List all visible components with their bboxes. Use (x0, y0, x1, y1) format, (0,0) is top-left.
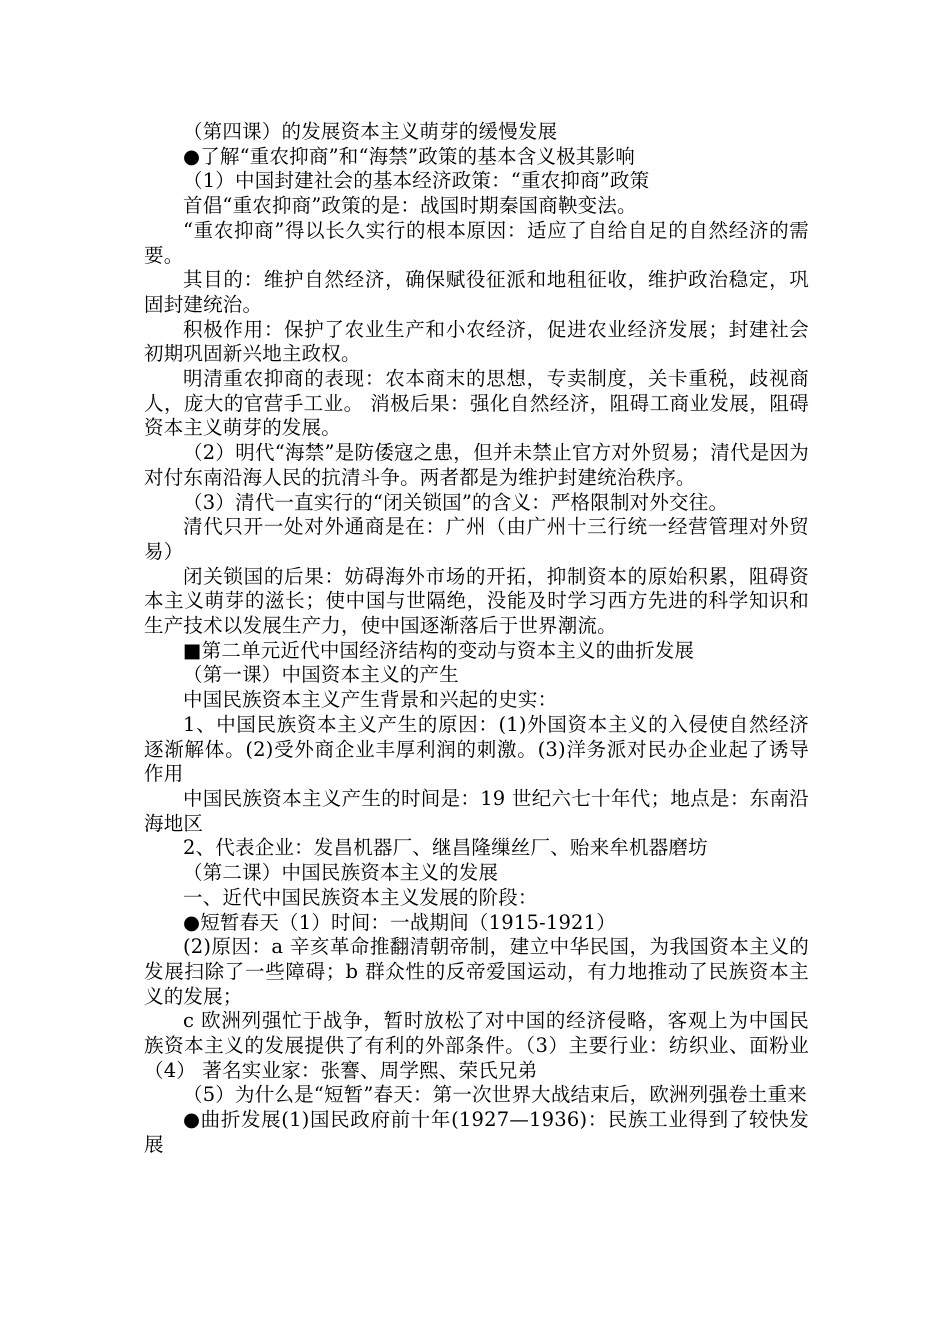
lesson1-heading: （第一课）中国资本主义的产生 (183, 663, 459, 687)
paragraph: （3）清代一直实行的“闭关锁国”的含义：严格限制对外交往。 (183, 490, 729, 514)
paragraph: 首倡“重农抑商”政策的是：战国时期秦国商鞅变法。 (183, 194, 637, 218)
paragraph: 其目的：维护自然经济，确保赋役征派和地租征收，维护政治稳定，巩固封建统治。 (144, 268, 809, 316)
paragraph: ●短暂春天（1）时间：一战期间（1915-1921） (183, 910, 616, 934)
paragraph: 一、近代中国民族资本主义发展的阶段： (183, 885, 538, 909)
paragraph: 2、代表企业：发昌机器厂、继昌隆缫丝厂、贻来牟机器磨坊 (183, 836, 708, 860)
paragraph: 清代只开一处对外通商是在：广州（由广州十三行统一经营管理对外贸易） (144, 515, 809, 563)
paragraph: 1、中国民族资本主义产生的原因：(1)外国资本主义的入侵使自然经济逐渐解体。(2)受外商企业丰厚利润的刺激。(3)洋务派对民办企业起了诱导作用 (144, 712, 809, 786)
unit2-heading: ■第二单元近代中国经济结构的变动与资本主义的曲折发展 (183, 638, 695, 662)
lesson4-heading: （第四课）的发展资本主义萌芽的缓慢发展 (183, 120, 558, 143)
paragraph: “重农抑商”得以长久实行的根本原因：适应了自给自足的自然经济的需要。 (144, 218, 809, 267)
paragraph: 中国民族资本主义产生的时间是：19 世纪六七十年代；地点是：东南沿海地区 (144, 786, 809, 835)
paragraph: 闭关锁国的后果：妨碍海外市场的开拓，抑制资本的原始积累，阻碍资本主义萌芽的滋长；使中国与世隔绝，没能及时学习西方先进的科学知识和生产技术以发展生产力，使中国逐渐落后于世界潮流。 (144, 564, 809, 638)
document-body (144, 120, 809, 1158)
paragraph: 明清重农抑商的表现：农本商末的思想，专卖制度，关卡重税，歧视商人，庞大的官营手工业。 消极后果：强化自然经济，阻碍工商业发展，阻碍资本主义萌芽的发展。 (144, 367, 809, 440)
lesson2-heading: （第二课）中国民族资本主义的发展 (183, 861, 499, 885)
paragraph: c 欧洲列强忙于战争，暂时放松了对中国的经济侵略，客观上为中国民族资本主义的发展提供了有利的外部条件。（3）主要行业：纺织业、面粉业（4） 著名实业家：张謇、周学熙、荣氏兄弟 (144, 1009, 809, 1082)
paragraph: 中国民族资本主义产生背景和兴起的史实： (183, 688, 558, 712)
paragraph: （1）中国封建社会的基本经济政策：“重农抑商”政策 (183, 169, 650, 193)
paragraph: 积极作用：保护了农业生产和小农经济，促进农业经济发展；封建社会初期巩固新兴地主政权。 (144, 317, 809, 366)
objective-bullet: ●了解“重农抑商”和“海禁”政策的基本含义极其影响 (183, 144, 635, 168)
paragraph: (2)原因：a 辛亥革命推翻清朝帝制，建立中华民国，为我国资本主义的发展扫除了一些障碍；b 群众性的反帝爱国运动，有力地推动了民族资本主义的发展； (144, 935, 809, 1008)
paragraph: ●曲折发展(1)国民政府前十年(1927—1936)：民族工业得到了较快发展 (144, 1108, 809, 1156)
paragraph: （5）为什么是“短暂”春天：第一次世界大战结束后，欧洲列强卷土重来 (183, 1083, 807, 1107)
paragraph: （2）明代“海禁”是防倭寇之患，但并未禁止官方对外贸易；清代是因为对付东南沿海人民的抗清斗争。两者都是为维护封建统治秩序。 (144, 441, 809, 489)
